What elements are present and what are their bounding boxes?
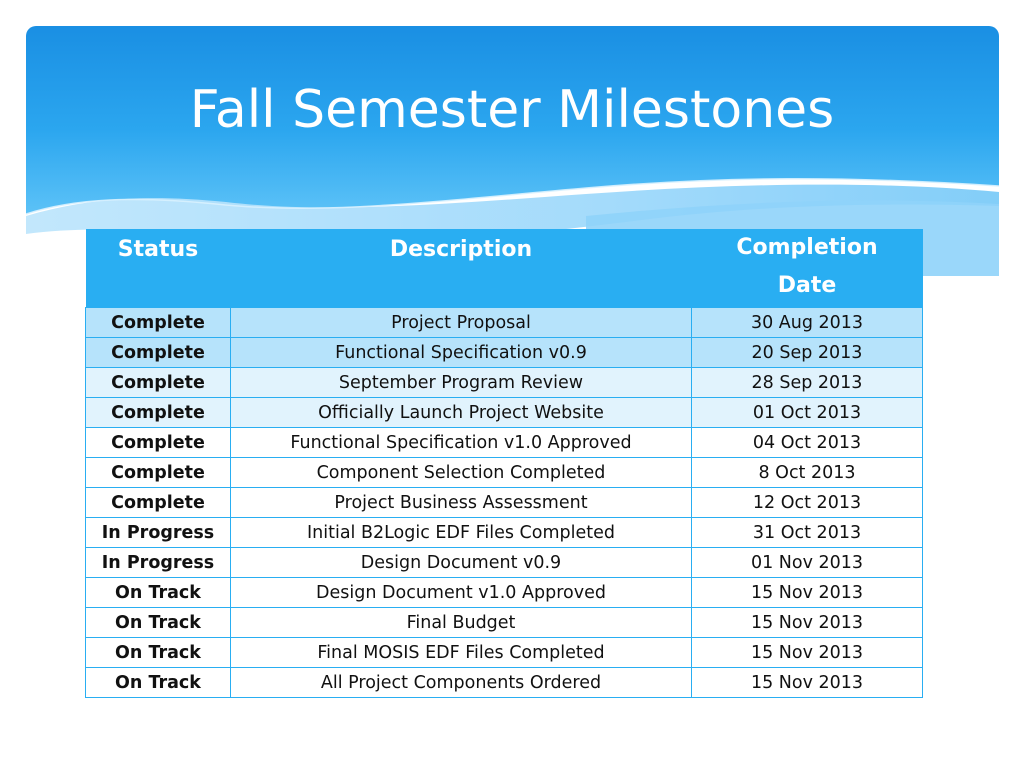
description-cell: Initial B2Logic EDF Files Completed [231,518,692,548]
date-cell: 20 Sep 2013 [692,338,923,368]
table-header-row [86,229,923,308]
table-row [86,638,923,668]
description-cell: Component Selection Completed [231,458,692,488]
date-cell: 15 Nov 2013 [692,668,923,698]
status-cell: Complete [86,458,231,488]
date-cell: 28 Sep 2013 [692,368,923,398]
date-cell: 30 Aug 2013 [692,308,923,338]
date-cell: 01 Oct 2013 [692,398,923,428]
table-row [86,578,923,608]
description-cell: Final MOSIS EDF Files Completed [231,638,692,668]
date-cell: 15 Nov 2013 [692,608,923,638]
table-row [86,518,923,548]
status-cell: Complete [86,488,231,518]
status-cell: On Track [86,608,231,638]
table-row [86,308,923,338]
milestones-table-container [85,229,922,698]
status-cell: Complete [86,308,231,338]
description-cell: Project Business Assessment [231,488,692,518]
table-row [86,338,923,368]
description-cell: Functional Specification v0.9 [231,338,692,368]
milestones-table [85,229,923,698]
header-completion-date [692,229,923,308]
description-cell: Functional Specification v1.0 Approved [231,428,692,458]
status-cell: Complete [86,368,231,398]
description-cell: Design Document v0.9 [231,548,692,578]
description-cell: Project Proposal [231,308,692,338]
status-cell: In Progress [86,518,231,548]
status-cell: On Track [86,578,231,608]
table-row [86,368,923,398]
date-cell: 31 Oct 2013 [692,518,923,548]
status-cell: On Track [86,638,231,668]
header-completion-line2: Date [777,273,837,298]
status-cell: In Progress [86,548,231,578]
header-description: Description [231,229,692,308]
table-row [86,428,923,458]
status-cell: Complete [86,338,231,368]
status-cell: Complete [86,398,231,428]
header-completion-line1: Completion [736,235,878,260]
description-cell: Officially Launch Project Website [231,398,692,428]
header-status: Status [86,229,231,308]
table-row [86,488,923,518]
date-cell: 8 Oct 2013 [692,458,923,488]
slide-title: Fall Semester Milestones [189,80,835,140]
description-cell: All Project Components Ordered [231,668,692,698]
status-cell: On Track [86,668,231,698]
date-cell: 01 Nov 2013 [692,548,923,578]
date-cell: 15 Nov 2013 [692,638,923,668]
date-cell: 04 Oct 2013 [692,428,923,458]
date-cell: 12 Oct 2013 [692,488,923,518]
status-cell: Complete [86,428,231,458]
description-cell: September Program Review [231,368,692,398]
table-row [86,548,923,578]
table-row [86,398,923,428]
date-cell: 15 Nov 2013 [692,578,923,608]
description-cell: Final Budget [231,608,692,638]
table-row [86,458,923,488]
table-row [86,608,923,638]
table-row [86,668,923,698]
description-cell: Design Document v1.0 Approved [231,578,692,608]
